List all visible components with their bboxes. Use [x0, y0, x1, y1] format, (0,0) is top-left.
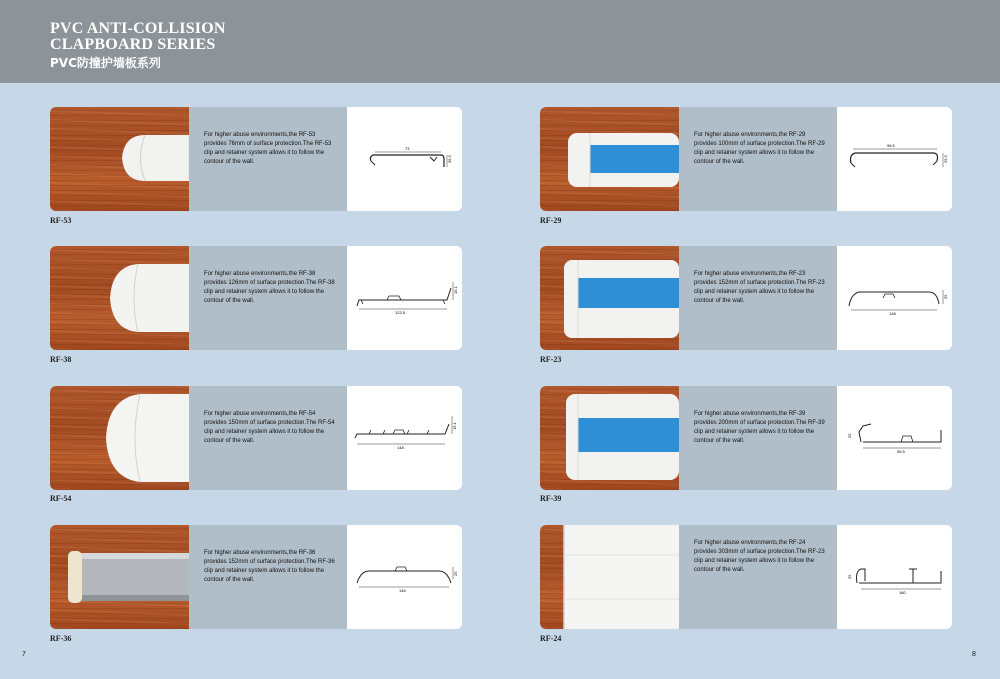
- product-photo: [540, 107, 679, 211]
- product-code: RF-53: [50, 216, 72, 225]
- cross-section-drawing: [837, 525, 952, 629]
- product-description-box: [679, 107, 837, 211]
- product-description-box: [679, 246, 837, 350]
- product-card-rf-54: [50, 386, 462, 490]
- dimension-width: 148: [397, 445, 404, 450]
- product-description-box: [189, 386, 347, 490]
- product-description-box: [189, 525, 347, 629]
- product-description-box: [679, 386, 837, 490]
- page-number-right: 8: [972, 651, 976, 658]
- product-description: For higher abuse environments,the RF-53 provides 76mm of surface protection.The RF-53 clip and retainer system allows it to follow the contour of the wall.: [204, 132, 332, 165]
- product-description: For higher abuse environments,the RF-23 provides 152mm of surface protection.The RF-23 clip and retainer system allows it to follow the contour of the wall.: [694, 271, 825, 304]
- product-description: For higher abuse environments,the RF-36 provides 152mm of surface protection.The RF-36 clip and retainer system allows it to follow the contour of the wall.: [204, 550, 335, 583]
- cross-section-drawing: [837, 107, 952, 211]
- product-description: For higher abuse environments,the RF-24 provides 303mm of surface protection.The RF-23 clip and retainer system allows it to follow the contour of the wall.: [694, 540, 825, 573]
- product-description: For higher abuse environments,the RF-38 provides 126mm of surface protection.The RF-38 clip and retainer system allows it to follow the contour of the wall.: [204, 271, 335, 304]
- cross-section-drawing: [347, 525, 462, 629]
- product-description-box: [189, 246, 347, 350]
- product-card-rf-39: [540, 386, 952, 490]
- product-photo: [50, 525, 189, 629]
- product-description: For higher abuse environments,the RF-54 provides 150mm of surface protection.The RF-54 clip and retainer system allows it to follow the contour of the wall.: [204, 411, 335, 444]
- dimension-height: 25: [847, 433, 852, 438]
- dimension-height: 15.1: [452, 422, 457, 430]
- product-photo: [50, 386, 189, 490]
- product-photo: [540, 246, 679, 350]
- dimension-height: 25: [847, 574, 852, 579]
- dimension-width: 96.5: [887, 143, 895, 148]
- product-card-rf-38: [50, 246, 462, 350]
- cross-section-drawing: [347, 246, 462, 350]
- product-description-box: [679, 525, 837, 629]
- product-code: RF-38: [50, 355, 72, 364]
- product-description: For higher abuse environments,the RF-39 provides 200mm of surface protection.The RF-39 clip and retainer system allows it to follow the contour of the wall.: [694, 411, 825, 444]
- cross-section-drawing: [837, 246, 952, 350]
- cross-section-drawing: [347, 107, 462, 211]
- dimension-height: 25: [453, 571, 458, 576]
- product-code: RF-36: [50, 634, 72, 643]
- dimension-height: 39.3: [447, 155, 452, 163]
- page-title: PVC ANTI-COLLISION CLAPBOARD SERIES: [50, 20, 226, 53]
- page-subtitle: PVC防撞护墙板系列: [50, 56, 161, 70]
- dimension-width: 95.5: [897, 449, 905, 454]
- product-card-rf-24: [540, 525, 952, 629]
- dimension-height: 29.3: [943, 155, 948, 163]
- product-photo: [540, 386, 679, 490]
- product-description: For higher abuse environments,the RF-29 provides 100mm of surface protection.The RF-29 clip and retainer system allows it to follow the contour of the wall.: [694, 132, 825, 165]
- dimension-height: 25: [943, 294, 948, 299]
- dimension-width: 123.5: [395, 310, 406, 315]
- product-card-rf-29: [540, 107, 952, 211]
- product-code: RF-39: [540, 494, 562, 503]
- product-code: RF-23: [540, 355, 562, 364]
- product-photo: [540, 525, 679, 629]
- product-card-rf-53: [50, 107, 462, 211]
- product-code: RF-29: [540, 216, 562, 225]
- cross-section-drawing: [837, 386, 952, 490]
- product-code: RF-54: [50, 494, 72, 503]
- product-photo: [50, 246, 189, 350]
- product-photo: [50, 107, 189, 211]
- product-code: RF-24: [540, 634, 562, 643]
- dimension-height: 15.1: [453, 286, 458, 294]
- dimension-width: 146: [399, 588, 406, 593]
- product-description-box: [189, 107, 347, 211]
- dimension-width: 180: [899, 590, 906, 595]
- page-number-left: 7: [22, 651, 26, 658]
- dimension-width: 148: [889, 311, 896, 316]
- cross-section-drawing: [347, 386, 462, 490]
- product-card-rf-36: [50, 525, 462, 629]
- page-header: [0, 0, 1000, 83]
- product-card-rf-23: [540, 246, 952, 350]
- dimension-width: 73: [405, 146, 410, 151]
